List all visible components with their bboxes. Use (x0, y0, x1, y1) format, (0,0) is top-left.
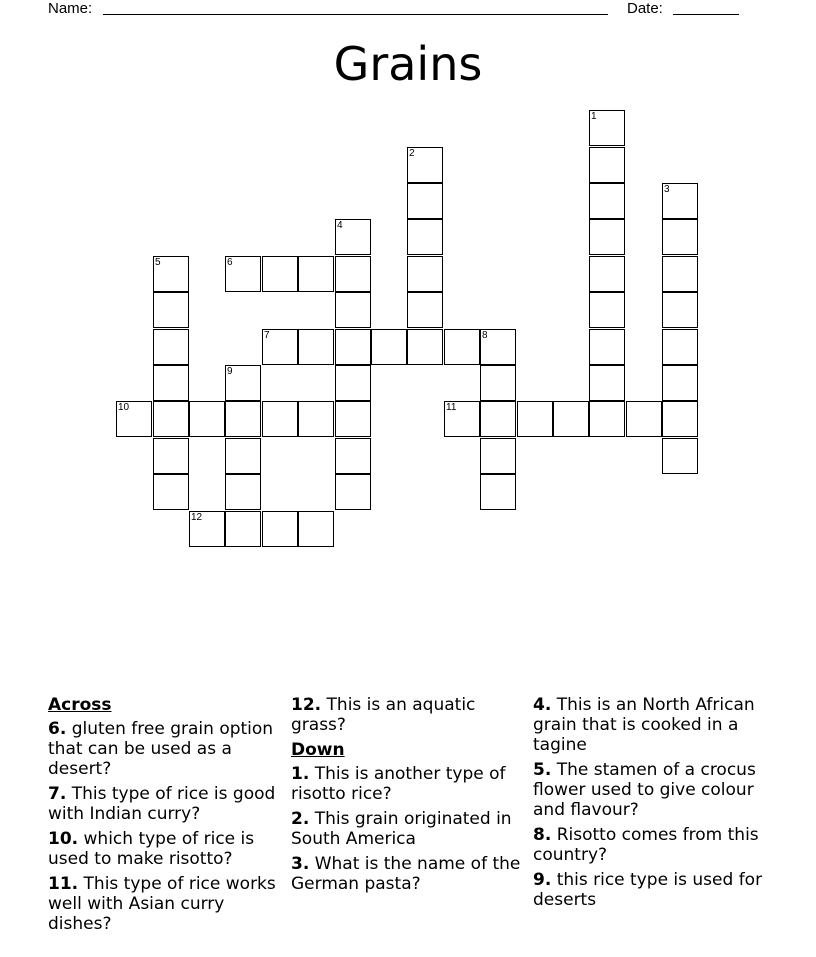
name-label: Name: (48, 0, 93, 17)
clue-across-6: 6. gluten free grain option that can be used as a desert? (48, 719, 274, 779)
clue-number: 8 (482, 330, 488, 341)
grid-cell[interactable] (662, 256, 698, 292)
grid-cell[interactable] (335, 256, 371, 292)
clue-number: 1 (591, 111, 597, 122)
grid-cell[interactable] (153, 474, 189, 510)
grid-cell[interactable] (225, 474, 261, 510)
grid-cell[interactable] (153, 329, 189, 365)
grid-cell[interactable] (589, 256, 625, 292)
clue-number: 4 (337, 220, 343, 231)
grid-cell[interactable] (589, 292, 625, 328)
grid-cell[interactable] (662, 329, 698, 365)
grid-cell[interactable] (662, 292, 698, 328)
grid-cell[interactable] (407, 183, 443, 219)
grid-cell[interactable] (662, 438, 698, 474)
across-heading: Across (48, 695, 112, 715)
grid-cell[interactable] (262, 511, 298, 547)
grid-cell[interactable] (298, 511, 334, 547)
grid-cell[interactable] (335, 329, 371, 365)
clue-across-11: 11. This type of rice works well with Asian curry dishes? (48, 874, 276, 934)
clues-column-1 (48, 695, 284, 939)
clue-down-5: 5. The stamen of a crocus flower used to give colour and flavour? (533, 760, 756, 820)
grid-cell[interactable] (153, 438, 189, 474)
grid-cell[interactable] (553, 401, 589, 437)
page-title: Grains (333, 37, 483, 91)
grid-cell[interactable] (153, 365, 189, 401)
clue-number: 6 (227, 257, 233, 268)
grid-cell[interactable] (225, 438, 261, 474)
clue-number: 10 (118, 402, 130, 413)
grid-cell[interactable] (225, 511, 261, 547)
clue-number: 7 (264, 330, 270, 341)
clues-column-2 (291, 695, 527, 899)
grid-cell[interactable] (335, 219, 371, 255)
clues-column-3 (533, 695, 769, 915)
clue-number: 9 (227, 366, 233, 377)
grid-cell[interactable] (189, 401, 225, 437)
grid-cell[interactable] (589, 110, 625, 146)
clue-down-4: 4. This is an North African grain that is cooked in a tagine (533, 695, 755, 755)
grid-cell[interactable] (335, 401, 371, 437)
grid-cell[interactable] (335, 292, 371, 328)
grid-cell[interactable] (480, 365, 516, 401)
grid-cell[interactable] (626, 401, 662, 437)
clue-down-9: 9. this rice type is used for deserts (533, 870, 763, 910)
grid-cell[interactable] (298, 401, 334, 437)
date-label: Date: (627, 0, 663, 17)
clue-across-7: 7. This type of rice is good with Indian curry? (48, 784, 276, 824)
grid-cell[interactable] (153, 256, 189, 292)
grid-cell[interactable] (407, 292, 443, 328)
grid-cell[interactable] (153, 292, 189, 328)
clue-number: 11 (446, 402, 457, 413)
clue-across-12: 12. This is an aquatic grass? (291, 695, 476, 735)
grid-cell[interactable] (153, 401, 189, 437)
clue-number: 2 (409, 148, 415, 159)
clue-across-10: 10. which type of rice is used to make risotto? (48, 829, 255, 869)
grid-cell[interactable] (116, 401, 152, 437)
grid-cell[interactable] (480, 438, 516, 474)
grid-cell[interactable] (662, 365, 698, 401)
clue-number: 12 (191, 512, 203, 523)
grid-cell[interactable] (298, 256, 334, 292)
grid-cell[interactable] (589, 219, 625, 255)
grid-cell[interactable] (407, 219, 443, 255)
grid-cell[interactable] (662, 401, 698, 437)
clue-number: 5 (155, 257, 161, 268)
grid-cell[interactable] (589, 329, 625, 365)
grid-cell[interactable] (298, 329, 334, 365)
down-heading: Down (291, 740, 345, 760)
grid-cell[interactable] (262, 401, 298, 437)
grid-cell[interactable] (662, 183, 698, 219)
grid-cell[interactable] (335, 438, 371, 474)
grid-cell[interactable] (480, 329, 516, 365)
clue-number: 3 (664, 184, 670, 195)
grid-cell[interactable] (189, 511, 225, 547)
grid-cell[interactable] (225, 365, 261, 401)
grid-cell[interactable] (589, 147, 625, 183)
grid-cell[interactable] (589, 401, 625, 437)
clue-down-3: 3. What is the name of the German pasta? (291, 854, 521, 894)
grid-cell[interactable] (335, 365, 371, 401)
grid-cell[interactable] (371, 329, 407, 365)
grid-cell[interactable] (589, 365, 625, 401)
grid-cell[interactable] (335, 474, 371, 510)
grid-cell[interactable] (480, 474, 516, 510)
clue-down-2: 2. This grain originated in South America (291, 809, 512, 849)
grid-cell[interactable] (262, 256, 298, 292)
grid-cell[interactable] (444, 329, 480, 365)
grid-cell[interactable] (517, 401, 553, 437)
grid-cell[interactable] (262, 329, 298, 365)
grid-cell[interactable] (225, 256, 261, 292)
grid-cell[interactable] (407, 329, 443, 365)
grid-cell[interactable] (662, 219, 698, 255)
grid-cell[interactable] (407, 147, 443, 183)
grid-cell[interactable] (480, 401, 516, 437)
clue-down-1: 1. This is another type of risotto rice? (291, 764, 506, 804)
grid-cell[interactable] (225, 401, 261, 437)
clue-down-8: 8. Risotto comes from this country? (533, 825, 759, 865)
grid-cell[interactable] (589, 183, 625, 219)
grid-cell[interactable] (407, 256, 443, 292)
grid-cell[interactable] (444, 401, 480, 437)
